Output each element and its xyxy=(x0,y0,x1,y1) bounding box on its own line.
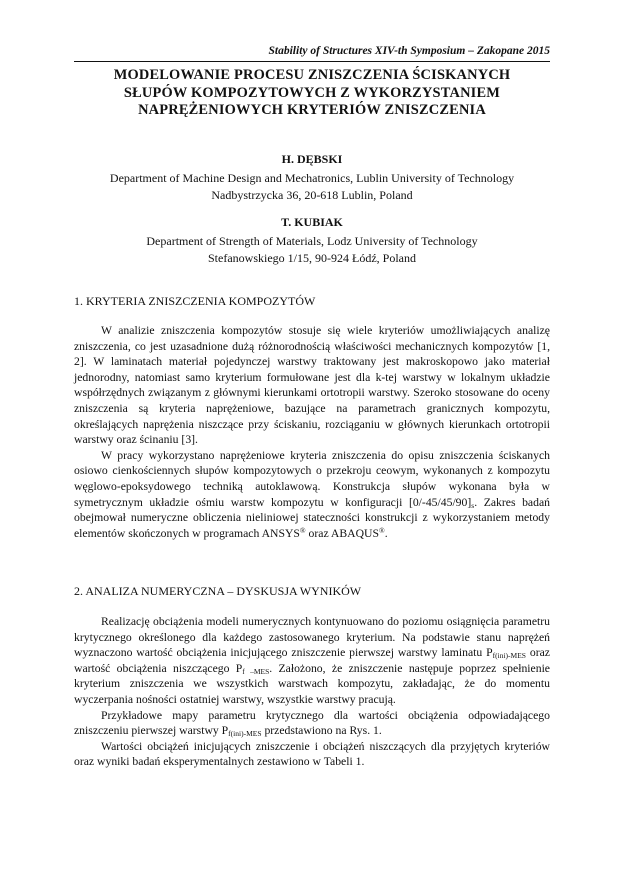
paragraph xyxy=(74,448,550,542)
running-header: Stability of Structures XIV-th Symposium – Zakopane 2015 xyxy=(268,45,550,57)
paragraph-text: oraz wartość obciążenia niszczącego P xyxy=(74,646,550,675)
subscript: s xyxy=(471,500,475,510)
paragraph-text: Realizację obciążenia modeli numerycznych kontynuowano do poziomu osiągnięcia parametru krytycznego określonego dla każdego zastosowanego kryterium. Na podstawie stanu naprężeń wyznaczono wartość obciążenia inicjującego zniszczenie pierwszej warstwy laminatu P xyxy=(74,615,550,660)
author-name: T. KUBIAK xyxy=(281,215,343,229)
paragraph-text: . Zakres badań obejmował numeryczne obliczenia nieliniowej stateczności konstrukcji z wykorzystaniem metody elementów skończonych w programach ANSYS xyxy=(74,495,550,540)
paragraph xyxy=(74,614,550,708)
section-heading: 1. KRYTERIA ZNISZCZENIA KOMPOZYTÓW xyxy=(74,294,316,308)
section-heading: 2. ANALIZA NUMERYCZNA – DYSKUSJA WYNIKÓW xyxy=(74,584,362,598)
author-affiliation xyxy=(60,170,564,204)
paragraph-text: oraz ABAQUS xyxy=(305,526,379,540)
author-name: H. DĘBSKI xyxy=(281,152,343,166)
registered-mark: ® xyxy=(379,525,385,535)
paragraph: Wartości obciążeń inicjujących zniszczenie i obciążeń niszczących dla przyjętych kryteriów oraz wyniki badań eksperymentalnych zestawiono w Tabeli 1. xyxy=(74,739,550,769)
paragraph xyxy=(74,708,550,739)
header-rule xyxy=(74,61,550,62)
registered-mark: ® xyxy=(299,525,306,535)
section-2-body xyxy=(74,614,550,770)
paragraph: W analizie zniszczenia kompozytów stosuje się wiele kryteriów umożliwiających analizę zniszczenia, co jest uzasadnione dużą różnorodnością właściwości mechanicznych kompozytów [1, 2]. W laminatach materiał pojedynczej warstwy traktowany jest makroskopowo jako materiał jednorodny, natomiast samo kryterium formułowane jest dla k-tej warstwy w lokalnym układzie współrzędnych związanym z głównymi kierunkami ortotropii warstwy. Szeroko stosowane do oceny zniszczenia są kryteria naprężeniowe, bazujące na parametrach granicznych kompozytu, określających naprężenia niszczące przy ściskaniu, rozciąganiu w głównych kierunkach ortotropii warstwy oraz ścinaniu [3]. xyxy=(74,324,550,447)
subscript: f(ini)-MES xyxy=(228,729,262,739)
affiliation-line: Department of Strength of Materials, Lodz University of Technology xyxy=(146,234,478,248)
title-line: SŁUPÓW KOMPOZYTOWYCH Z WYKORZYSTANIEM xyxy=(123,84,501,101)
paper-title xyxy=(60,67,564,120)
paragraph-text: . Założono, że zniszczenie następuje poprzez spełnienie kryterium zniszczenia we wszystkich warstwach kompozytu, zakładając, że do momentu wyczerpania nośności ostatniej warstwy, wszystkie warstwy pracują. xyxy=(74,661,550,706)
paragraph-text: Przykładowe mapy parametru krytycznego dla wartości obciążenia odpowiadającego zniszczeniu pierwszej warstwy P xyxy=(74,708,550,738)
section-1-body xyxy=(74,323,550,541)
paragraph-text: W pracy wykorzystano naprężeniowe kryteria zniszczenia do opisu zniszczenia ściskanych osiowo cienkościennych słupów kompozytowych o przekroju ceowym, wykonanych z kompozytu węglowo-epoksydowego techniką autoklawową. Konstrukcja słupów wykonana była w symetrycznym układzie ośmiu warstw kompozytu w konfiguracji [0/-45/45/90] xyxy=(74,448,550,509)
paragraph-text: . xyxy=(384,526,388,540)
paragraph-text: przedstawiono na Rys. 1. xyxy=(261,724,382,738)
affiliation-line: Department of Machine Design and Mechatronics, Lublin University of Technology xyxy=(109,171,515,185)
subscript: f –MES xyxy=(242,666,270,676)
address-line: Nadbystrzycka 36, 20-618 Lublin, Poland xyxy=(211,188,413,202)
title-line: NAPRĘŻENIOWYCH KRYTERIÓW ZNISZCZENIA xyxy=(138,102,486,118)
title-line: MODELOWANIE PROCESU ZNISZCZENIA ŚCISKANYCH xyxy=(113,67,511,83)
subscript: f(ini)-MES xyxy=(492,651,526,661)
address-line: Stefanowskiego 1/15, 90-924 Łódź, Poland xyxy=(208,251,416,265)
author-affiliation xyxy=(60,233,564,267)
